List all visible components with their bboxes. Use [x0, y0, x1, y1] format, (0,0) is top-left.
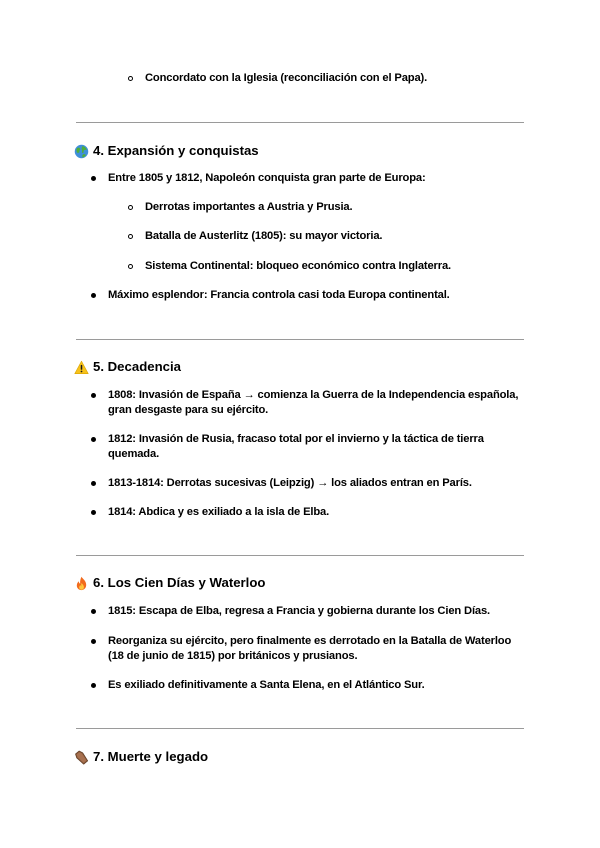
sub-bullet: [128, 76, 133, 81]
bullet: [91, 176, 96, 181]
bullet: [91, 639, 96, 644]
globe-icon: [74, 144, 89, 159]
list-item: 1813-1814: Derrotas sucesivas (Leipzig) → los aliados entran en París.: [108, 477, 472, 489]
section-divider: [76, 555, 524, 556]
bullet: [91, 510, 96, 515]
section-heading-cien-dias: [74, 574, 265, 592]
sub-bullet: [128, 205, 133, 210]
fire-icon: [74, 576, 89, 591]
bullet: [91, 609, 96, 614]
list-item: Derrotas importantes a Austria y Prusia.: [145, 201, 353, 213]
list-item: 1808: Invasión de España → comienza la Guerra de la Independencia española, gran desgaste para su ejército.: [108, 389, 519, 416]
bullet: [91, 437, 96, 442]
coffin-icon: [74, 750, 89, 765]
bullet: [91, 393, 96, 398]
section-divider: [76, 339, 524, 340]
list-item: 1815: Escapa de Elba, regresa a Francia y gobierna durante los Cien Días.: [108, 605, 491, 617]
sub-bullet: [128, 234, 133, 239]
section-title: 7. Muerte y legado: [93, 749, 209, 764]
list-item: Entre 1805 y 1812, Napoleón conquista gran parte de Europa:: [108, 172, 426, 184]
bullet: [91, 683, 96, 688]
list-item: Batalla de Austerlitz (1805): su mayor victoria.: [145, 230, 383, 242]
list-item: Máximo esplendor: Francia controla casi toda Europa continental.: [108, 289, 450, 301]
list-item: Es exiliado definitivamente a Santa Elena, en el Atlántico Sur.: [108, 679, 425, 691]
section-heading-muerte: [74, 748, 208, 766]
sub-bullet: [128, 264, 133, 269]
list-item: 1814: Abdica y es exiliado a la isla de Elba.: [108, 506, 330, 518]
list-item: Reorganiza su ejército, pero finalmente es derrotado en la Batalla de Waterloo (18 de junio de 1815) por británicos y prusianos.: [108, 635, 512, 662]
warning-icon: [74, 360, 89, 375]
list-item: 1812: Invasión de Rusia, fracaso total por el invierno y la táctica de tierra quemada.: [108, 433, 484, 460]
list-item: Concordato con la Iglesia (reconciliación con el Papa).: [145, 72, 428, 84]
section-heading-expansion: [74, 142, 259, 160]
section-heading-decadencia: [74, 358, 181, 376]
section-title: 6. Los Cien Días y Waterloo: [93, 575, 266, 590]
section-title: 4. Expansión y conquistas: [93, 143, 259, 158]
bullet: [91, 481, 96, 486]
section-divider: [76, 122, 524, 123]
bullet: [91, 293, 96, 298]
section-divider: [76, 728, 524, 729]
list-item: Sistema Continental: bloqueo económico contra Inglaterra.: [145, 260, 451, 272]
section-title: 5. Decadencia: [93, 359, 181, 374]
